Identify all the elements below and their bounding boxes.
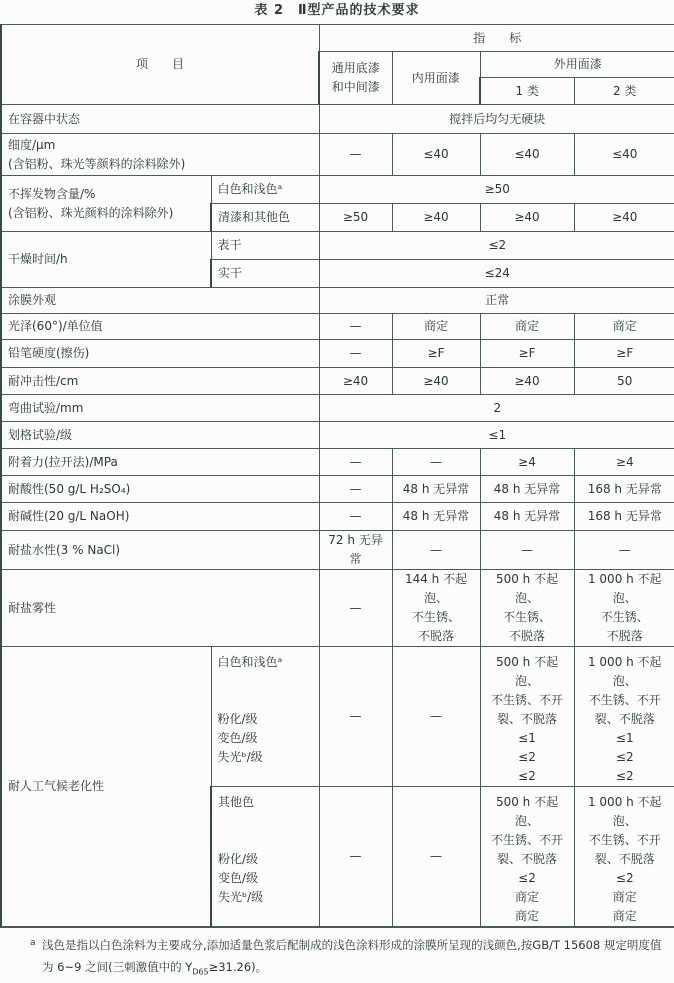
row-label: 耐冲击性/cm xyxy=(1,368,319,395)
cell: 144 h 不起泡、 不生锈、 不脱落 xyxy=(392,570,480,647)
cell: 500 h 不起泡、 不生锈、不开 裂、不脱落 ≤1 ≤2 ≤2 xyxy=(480,647,574,787)
table-title: 表 2 Ⅱ型产品的技术要求 xyxy=(254,3,420,18)
cell: ≤40 xyxy=(392,134,480,176)
cell: 1 000 h 不起泡、 不生锈、 不脱落 xyxy=(574,570,674,647)
row-value: 搅拌后均匀无硬块 xyxy=(319,105,674,134)
cell: 72 h 无异常 xyxy=(319,531,392,570)
cell: 48 h 无异常 xyxy=(480,503,574,531)
row-value: ≤1 xyxy=(319,422,674,449)
cell: 168 h 无异常 xyxy=(574,503,674,531)
header-ext-1: 1 类 xyxy=(480,78,574,105)
cell: ≥40 xyxy=(480,368,574,395)
row-label: 耐人工气候老化性 xyxy=(1,647,211,927)
header-exterior: 外用面漆 xyxy=(480,52,674,78)
cell: — xyxy=(392,449,480,476)
cell: — xyxy=(392,531,480,570)
row-label: 划格试验/级 xyxy=(1,422,319,449)
cell: 48 h 无异常 xyxy=(480,476,574,503)
header-primer: 通用底漆 和中间漆 xyxy=(319,52,392,105)
row-value: 正常 xyxy=(319,288,674,314)
technical-requirements-table xyxy=(0,24,674,927)
row-value: ≥50 xyxy=(319,176,674,204)
row-label: 耐盐雾性 xyxy=(1,570,319,647)
cell: 1 000 h 不起泡、 不生锈、不开 裂、不脱落 ≤2 商定 商定 xyxy=(574,787,674,927)
header-item: 项 目 xyxy=(1,25,319,105)
cell: ≤40 xyxy=(574,134,674,176)
cell: 48 h 无异常 xyxy=(392,503,480,531)
cell: — xyxy=(319,647,392,787)
sub-label: 白色和浅色ᵃ 粉化/级 变色/级 失光ᵇ/级 xyxy=(211,647,319,787)
cell: ≥F xyxy=(574,340,674,368)
cell: ≥40 xyxy=(392,368,480,395)
cell: — xyxy=(392,787,480,927)
cell: — xyxy=(319,570,392,647)
row-label: 弯曲试验/mm xyxy=(1,395,319,422)
row-label: 铅笔硬度(擦伤) xyxy=(1,340,319,368)
row-label: 在容器中状态 xyxy=(1,105,319,134)
cell: — xyxy=(319,314,392,340)
sub-label: 其他色 粉化/级 变色/级 失光ᵇ/级 xyxy=(211,787,319,927)
header-ext-2: 2 类 xyxy=(574,78,674,105)
header-interior: 内用面漆 xyxy=(392,52,480,105)
cell: 商定 xyxy=(392,314,480,340)
cell: — xyxy=(319,476,392,503)
row-label: 耐碱性(20 g/L NaOH) xyxy=(1,503,319,531)
cell: — xyxy=(319,134,392,176)
cell: ≥40 xyxy=(319,368,392,395)
cell: 48 h 无异常 xyxy=(392,476,480,503)
cell: — xyxy=(392,647,480,787)
footnote-text: 浅色是指以白色涂料为主要成分,添加适量色浆后配制成的浅色涂料形成的涂膜所呈现的浅颜色,按GB/T 15608 规定明度值为 6~9 之间(三刺激值中的 Y xyxy=(42,938,662,974)
row-label: 光泽(60°)/单位值 xyxy=(1,314,319,340)
cell: ≥4 xyxy=(574,449,674,476)
cell: 1 000 h 不起泡、 不生锈、不开 裂、不脱落 ≤1 ≤2 ≤2 xyxy=(574,647,674,787)
cell: 168 h 无异常 xyxy=(574,476,674,503)
row-label: 涂膜外观 xyxy=(1,288,319,314)
cell: ≥50 xyxy=(319,204,392,232)
cell: ≥4 xyxy=(480,449,574,476)
cell: ≥F xyxy=(480,340,574,368)
cell: ≥40 xyxy=(392,204,480,232)
sub-label: 实干 xyxy=(211,260,319,288)
cell: ≥F xyxy=(392,340,480,368)
cell: 500 h 不起泡、 不生锈、不开 裂、不脱落 ≤2 商定 商定 xyxy=(480,787,574,927)
row-label: 耐酸性(50 g/L H₂SO₄) xyxy=(1,476,319,503)
cell: 商定 xyxy=(480,314,574,340)
header-index: 指 标 xyxy=(319,25,674,52)
sub-label: 表干 xyxy=(211,232,319,260)
row-value: ≤24 xyxy=(319,260,674,288)
footnote-tail: ≥31.26)。 xyxy=(208,960,268,974)
cell: — xyxy=(319,340,392,368)
footnote xyxy=(0,927,674,983)
row-value: ≤2 xyxy=(319,232,674,260)
cell: ≥40 xyxy=(480,204,574,232)
cell: ≥40 xyxy=(574,204,674,232)
row-label: 干燥时间/h xyxy=(1,232,211,288)
cell: — xyxy=(319,449,392,476)
sub-label: 清漆和其他色 xyxy=(211,204,319,232)
cell: 50 xyxy=(574,368,674,395)
row-label: 不挥发物含量/% (含铝粉、珠光颜料的涂料除外) xyxy=(1,176,211,232)
footnote-mark: a xyxy=(30,938,36,948)
row-label: 细度/μm (含铝粉、珠光等颜料的涂料除外) xyxy=(1,134,319,176)
cell: 商定 xyxy=(574,314,674,340)
row-label: 附着力(拉开法)/MPa xyxy=(1,449,319,476)
sub-label: 白色和浅色ᵃ xyxy=(211,176,319,204)
cell: — xyxy=(480,531,574,570)
cell: ≤40 xyxy=(480,134,574,176)
cell: — xyxy=(574,531,674,570)
footnote-subscript: D65 xyxy=(192,967,209,977)
row-label: 耐盐水性(3 % NaCl) xyxy=(1,531,319,570)
cell: — xyxy=(319,503,392,531)
cell: 500 h 不起泡、 不生锈、 不脱落 xyxy=(480,570,574,647)
row-value: 2 xyxy=(319,395,674,422)
cell: — xyxy=(319,787,392,927)
